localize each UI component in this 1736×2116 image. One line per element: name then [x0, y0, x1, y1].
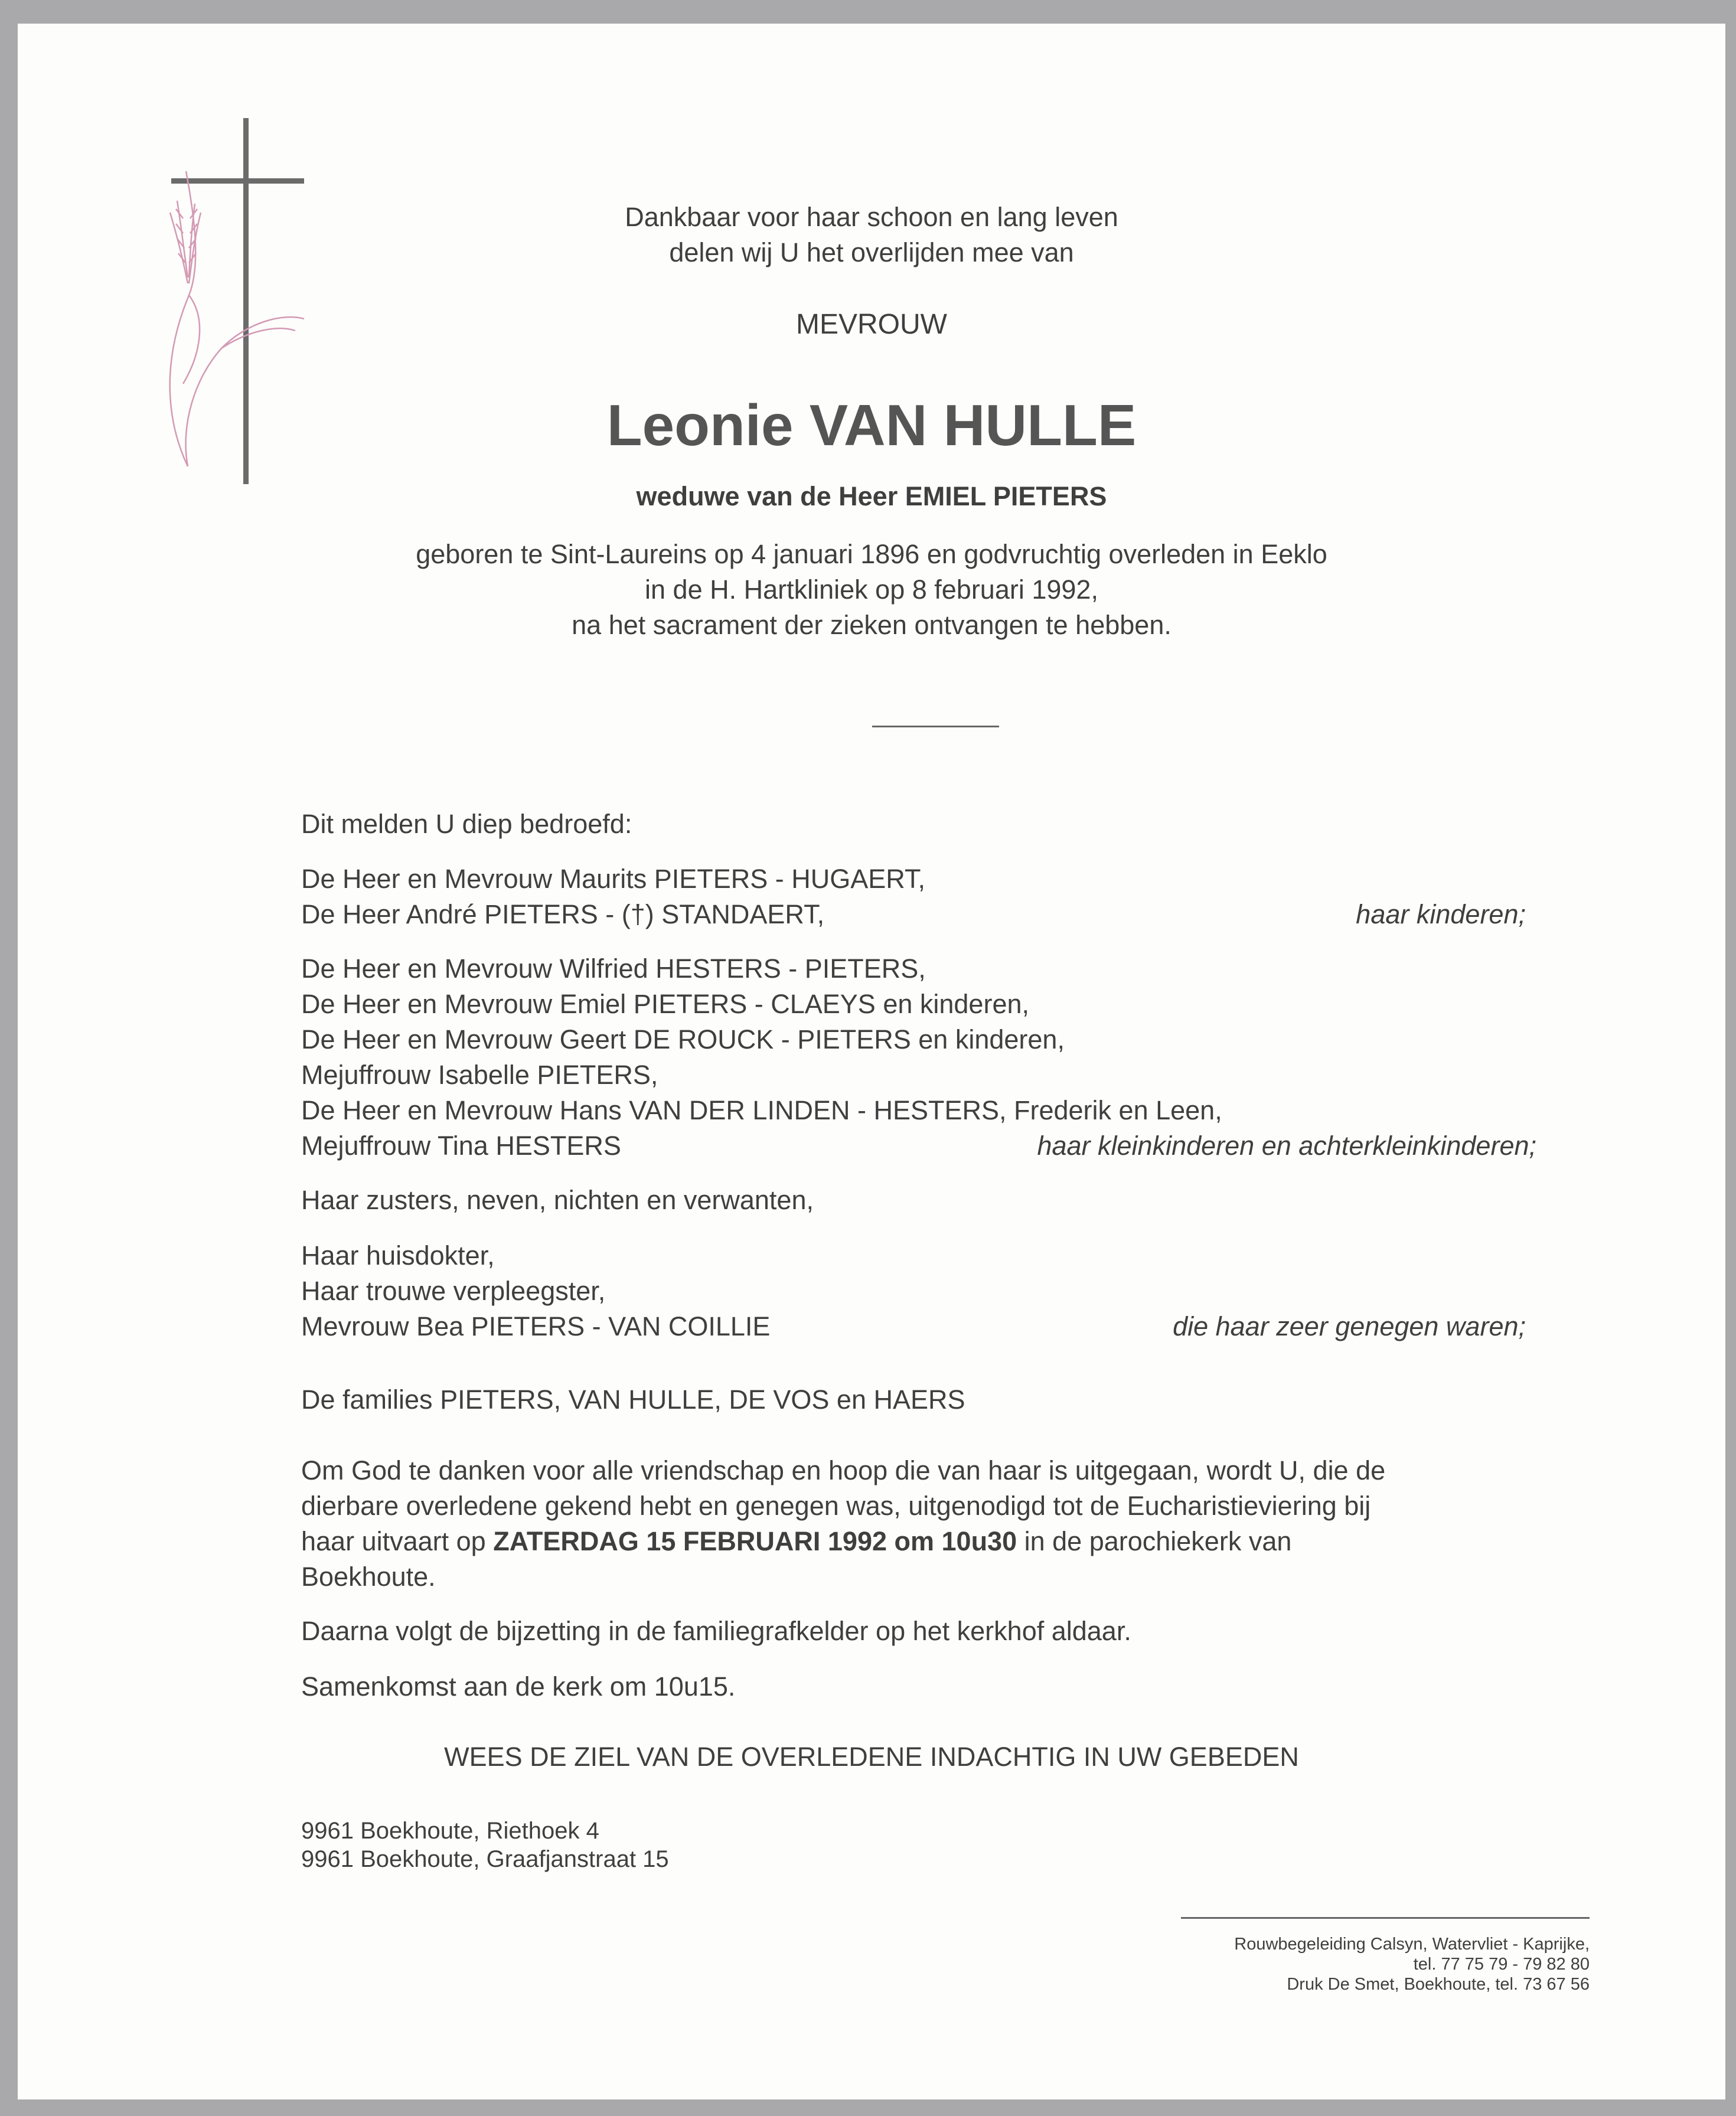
birth-line-3: na het sacrament der zieken ontvangen te hebben. — [572, 610, 1172, 640]
printer-line: Druk De Smet, Boekhoute, tel. 73 67 56 — [1287, 1975, 1590, 1994]
obituary-card — [18, 24, 1725, 2099]
announce: Dit melden U diep bedroefd: — [301, 809, 632, 839]
grandchild-line: De Heer en Mevrouw Hans VAN DER LINDEN - HESTERS, Frederik en Leen, — [301, 1095, 1222, 1125]
widow-of: weduwe van de Heer EMIEL PIETERS — [636, 481, 1107, 511]
intro-line-1: Dankbaar voor haar schoon en lang leven — [625, 202, 1118, 232]
invitation-line-1: Om God te danken voor alle vriendschap en hoop die van haar is uitgegaan, wordt U, die de — [301, 1455, 1386, 1485]
invitation-pre: haar uitvaart op — [301, 1526, 494, 1556]
birth-line-1: geboren te Sint-Laureins op 4 januari 1896 en godvruchtig overleden in Eeklo — [416, 539, 1327, 569]
title-prefix: MEVROUW — [796, 309, 947, 340]
caregivers-role: die haar zeer genegen waren; — [1173, 1311, 1526, 1341]
invitation-line-3 — [301, 1523, 1291, 1560]
grandchild-line: De Heer en Mevrouw Wilfried HESTERS - PIETERS, — [301, 953, 926, 984]
printer-rule — [1181, 1917, 1590, 1919]
families: De families PIETERS, VAN HULLE, DE VOS en HAERS — [301, 1384, 965, 1415]
children-role: haar kinderen; — [1356, 899, 1526, 929]
address-line: 9961 Boekhoute, Riethoek 4 — [301, 1818, 599, 1844]
caregiver-line: Mevrouw Bea PIETERS - VAN COILLIE — [301, 1311, 771, 1341]
grandchild-line: De Heer en Mevrouw Geert DE ROUCK - PIETERS en kinderen, — [301, 1024, 1065, 1054]
separator — [872, 726, 999, 727]
caregiver-line: Haar huisdokter, — [301, 1240, 495, 1271]
invitation-post: in de parochiekerk van — [1017, 1526, 1292, 1556]
grandchild-line: De Heer en Mevrouw Emiel PIETERS - CLAEYS en kinderen, — [301, 989, 1029, 1019]
grandchild-line: Mejuffrouw Isabelle PIETERS, — [301, 1060, 658, 1090]
prayer: WEES DE ZIEL VAN DE OVERLEDENE INDACHTIG IN UW GEBEDEN — [444, 1742, 1299, 1772]
invitation-line-2: dierbare overledene gekend hebt en genegen was, uitgenodigd tot de Eucharistieviering bij — [301, 1491, 1371, 1521]
child-line: De Heer en Mevrouw Maurits PIETERS - HUGAERT, — [301, 864, 925, 894]
invitation-line-4: Boekhoute. — [301, 1562, 436, 1592]
printer-line: Rouwbegeleiding Calsyn, Watervliet - Kaprijke, — [1234, 1935, 1590, 1954]
caregiver-line: Haar trouwe verpleegster, — [301, 1276, 606, 1306]
printer-line: tel. 77 75 79 - 79 82 80 — [1413, 1955, 1590, 1974]
child-line: De Heer André PIETERS - (†) STANDAERT, — [301, 899, 825, 929]
funeral-date: ZATERDAG 15 FEBRUARI 1992 om 10u30 — [493, 1526, 1017, 1556]
intro-line-2: delen wij U het overlijden mee van — [669, 237, 1074, 267]
cross-horizontal-beam — [171, 178, 304, 184]
birth-line-2: in de H. Hartkliniek op 8 februari 1992, — [645, 574, 1098, 605]
grandchildren-role: haar kleinkinderen en achterkleinkinderen; — [1037, 1131, 1536, 1161]
gathering: Samenkomst aan de kerk om 10u15. — [301, 1671, 736, 1702]
relatives: Haar zusters, neven, nichten en verwanten, — [301, 1185, 814, 1215]
deceased-name: Leonie VAN HULLE — [606, 393, 1137, 458]
grandchild-line: Mejuffrouw Tina HESTERS — [301, 1131, 621, 1161]
address-line: 9961 Boekhoute, Graafjanstraat 15 — [301, 1846, 669, 1872]
burial: Daarna volgt de bijzetting in de familiegrafkelder op het kerkhof aldaar. — [301, 1616, 1131, 1646]
